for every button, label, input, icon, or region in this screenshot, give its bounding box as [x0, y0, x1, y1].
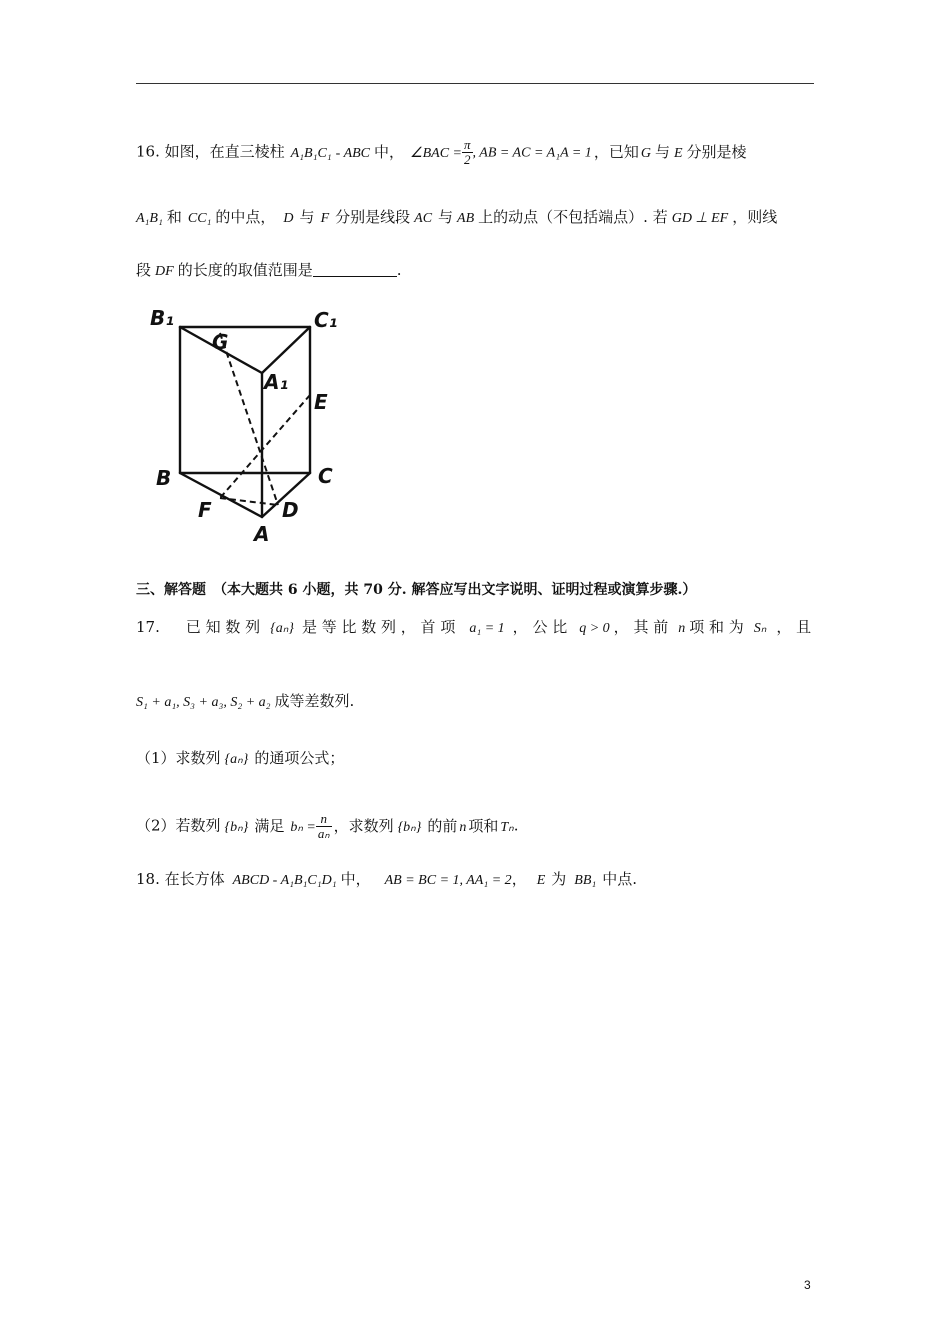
- q17-line2: S₁ + a₁, S₃ + a₃, S₂ + a₂ 成等差数列.: [136, 692, 355, 710]
- q16-line1: 16. 如图，在直三棱柱 A₁B₁C₁ - ABC 中， ∠BAC = $\frac{\pi}{2}$ , AB = AC = A₁A = 1 ，已知 G 与 E 分别是棱: [136, 137, 747, 167]
- label-c: C: [318, 464, 333, 488]
- answer-blank: [313, 262, 397, 277]
- q17-part1: （1）求数列 {aₙ} 的通项公式；: [136, 749, 345, 767]
- label-e: E: [314, 390, 328, 414]
- n-over-an-fraction: $\frac{n}{\text{aₙ}}$: [317, 811, 330, 841]
- label-d: D: [282, 498, 299, 522]
- page-number: 3: [804, 1278, 811, 1292]
- label-a: A: [254, 522, 270, 546]
- q16-line3: 段 DF 的长度的取值范围是 .: [136, 261, 402, 279]
- label-c1: C₁: [314, 308, 338, 332]
- label-f: F: [198, 498, 212, 522]
- label-g: G: [212, 330, 229, 354]
- prism-diagram: [146, 305, 366, 550]
- header-rule: [136, 83, 814, 84]
- q18-line: 18. 在长方体 ABCD - A₁B₁C₁D₁ 中， AB = BC = 1, AA₁ = 2， E 为 BB₁ 中点.: [136, 870, 638, 888]
- q16-line2: A₁B₁ 和 CC₁ 的中点， D 与 F 分别是线段 AC 与 AB 上的动点（不包括端点）. 若 GD ⊥ EF ，则线: [136, 208, 778, 226]
- q17-line1: 17. 已 知 数 列 {aₙ} 是 等 比 数 列 ， 首 项 a₁ = 1 ， 公 比 q > 0 ， 其 前 n 项 和 为 Sₙ ， 且: [136, 618, 812, 636]
- pi-over-2-fraction: $\frac{\pi}{2}$: [464, 137, 471, 167]
- q17-part2: （2）若数列 {bₙ} 满足 bₙ = $\frac{n}{\text{aₙ}}$ ，求数列 {bₙ} 的前 n 项和 Tₙ.: [136, 811, 519, 841]
- prism-figure: [146, 305, 366, 550]
- section-3-heading: 三、解答题 （本大题共 6 小题，共 70 分. 解答应写出文字说明、证明过程或演算步骤.）: [136, 582, 697, 598]
- label-b1: B₁: [150, 306, 175, 330]
- label-b: B: [156, 466, 172, 490]
- label-a1: A₁: [264, 370, 289, 394]
